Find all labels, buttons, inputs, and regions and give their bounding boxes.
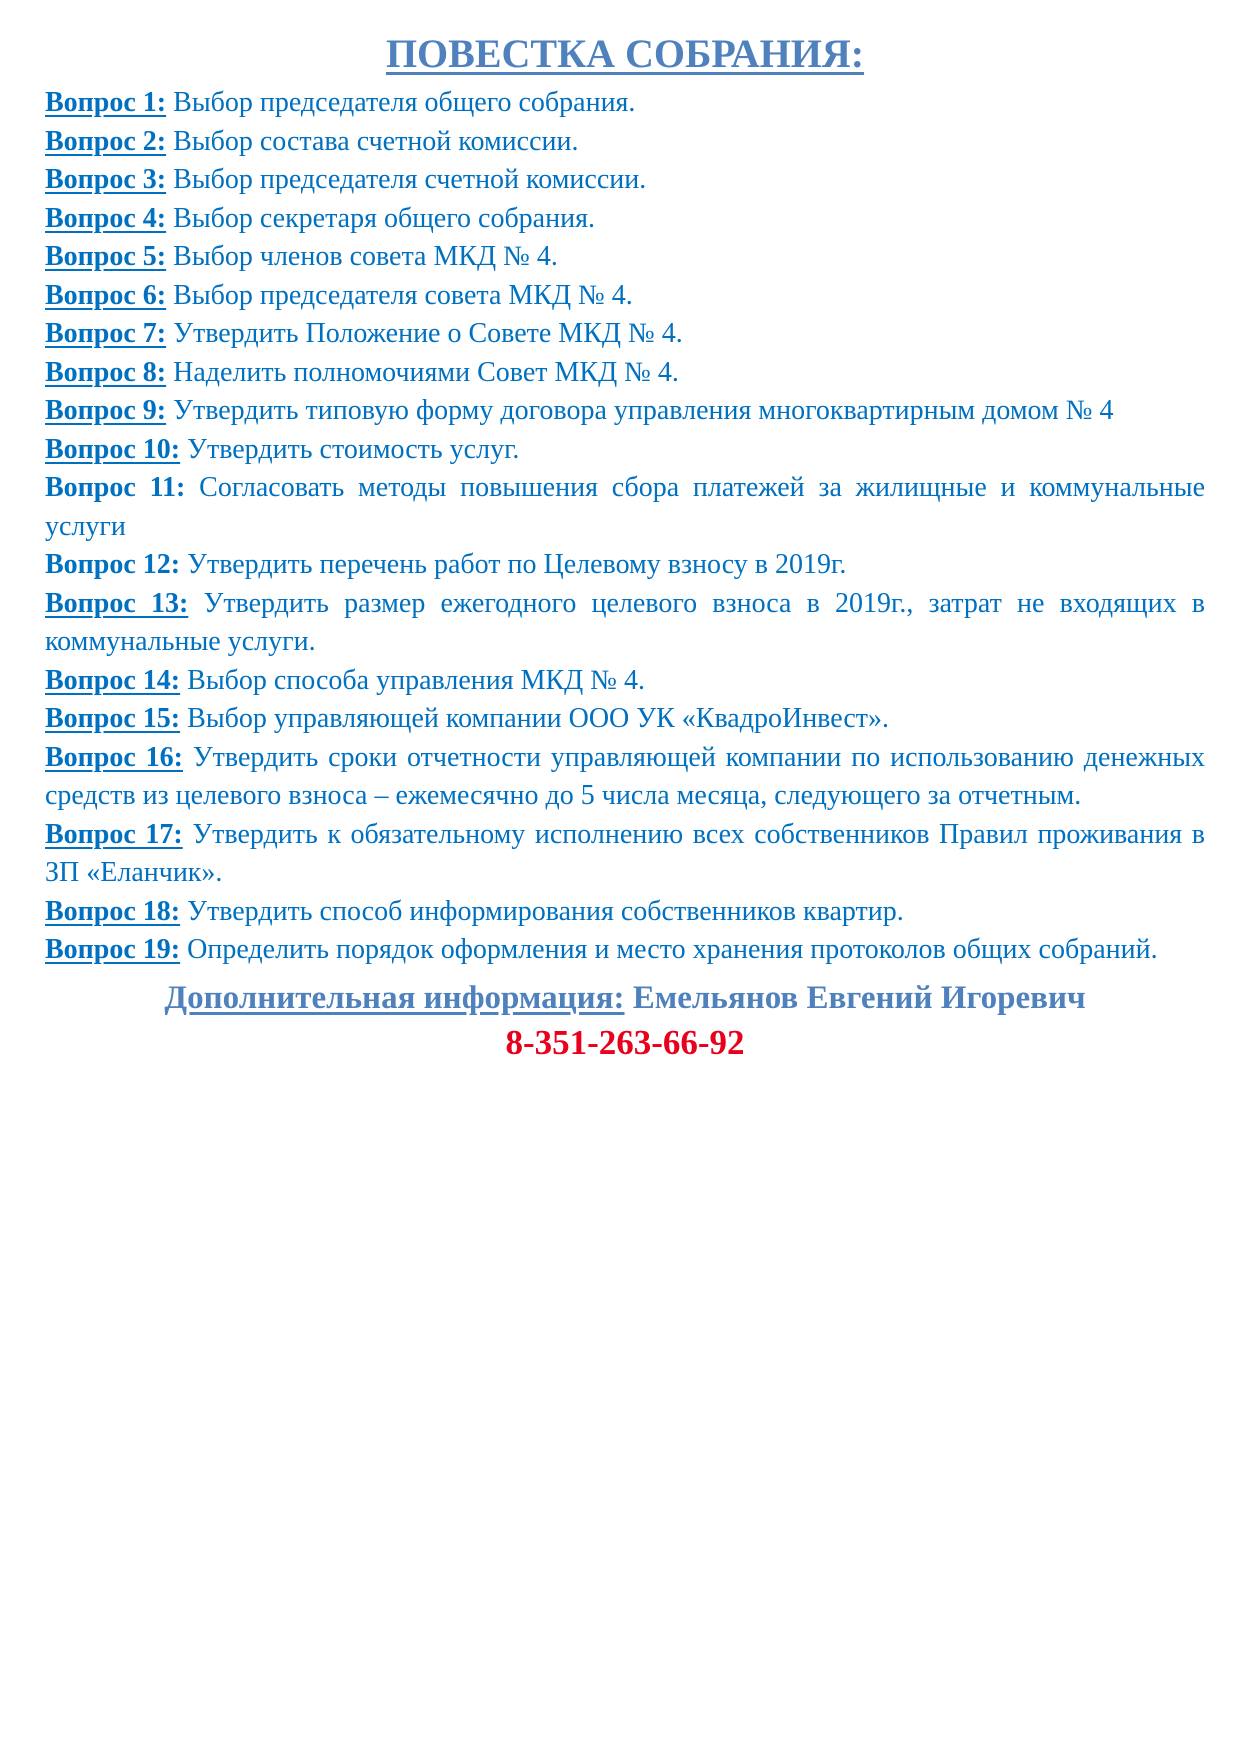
agenda-item-label: Вопрос 4: bbox=[45, 202, 167, 234]
agenda-item-text: Выбор способа управления МКД № 4. bbox=[180, 664, 645, 696]
title-text: ПОВЕСТКА СОБРАНИЯ: bbox=[385, 31, 865, 76]
agenda-item-text: Выбор состава счетной комиссии. bbox=[166, 125, 579, 157]
additional-info bbox=[45, 976, 1205, 1020]
agenda-item bbox=[45, 315, 1205, 354]
agenda-item-label: Вопрос 10: bbox=[45, 433, 181, 465]
agenda-item-label: Вопрос 14: bbox=[45, 664, 181, 696]
agenda-item-label: Вопрос 16: bbox=[45, 741, 183, 773]
agenda-item-label: Вопрос 6: bbox=[45, 279, 167, 311]
agenda-item-text: Наделить полномочиями Совет МКД № 4. bbox=[166, 356, 679, 388]
agenda-item-text: Утвердить способ информирования собственников квартир. bbox=[180, 895, 904, 927]
agenda-item-text: Выбор членов совета МКД № 4. bbox=[166, 241, 558, 272]
agenda-item-text: Выбор секретаря общего собрания. bbox=[166, 202, 595, 234]
agenda-item bbox=[45, 931, 1205, 970]
agenda-item bbox=[45, 893, 1205, 932]
contact-phone: 8-351-263-66-92 bbox=[505, 1022, 745, 1062]
agenda-item bbox=[45, 123, 1205, 162]
agenda-item bbox=[45, 816, 1205, 893]
agenda-item-text: Утвердить перечень работ по Целевому взносу в 2019г. bbox=[180, 549, 847, 580]
agenda-item-text: Утвердить сроки отчетности управляющей компании по использованию денежных средств из целевого взноса – ежемесячно до 5 числа месяца, следующего за отчетным. bbox=[45, 741, 1206, 811]
agenda-item-text: Утвердить к обязательному исполнению всех собственников Правил проживания в ЗП «Еланчик». bbox=[45, 818, 1205, 888]
agenda-item bbox=[45, 700, 1205, 739]
agenda-item-label: Вопрос 18: bbox=[45, 895, 181, 927]
agenda-item bbox=[45, 431, 1205, 470]
agenda-item-text: Выбор председателя совета МКД № 4. bbox=[166, 279, 633, 311]
agenda-item bbox=[45, 662, 1205, 701]
agenda-item-label: Вопрос 9: bbox=[45, 395, 167, 426]
agenda-item-text: Определить порядок оформления и место хранения протоколов общих собраний. bbox=[180, 934, 1158, 965]
agenda-item-text: Утвердить Положение о Совете МКД № 4. bbox=[166, 318, 683, 349]
agenda-item-text: Утвердить размер ежегодного целевого взноса в 2019г., затрат не входящих в коммунальные услуги. bbox=[45, 587, 1205, 657]
page-title bbox=[45, 28, 1205, 80]
agenda-item bbox=[45, 161, 1205, 200]
agenda-item bbox=[45, 238, 1205, 277]
agenda-list bbox=[45, 84, 1205, 970]
agenda-item-text: Согласовать методы повышения сбора платежей за жилищные и коммунальные услуги bbox=[45, 472, 1205, 542]
agenda-item-text: Выбор председателя общего собрания. bbox=[166, 87, 636, 118]
agenda-item-label: Вопрос 19: bbox=[45, 934, 181, 965]
agenda-item-text: Утвердить стоимость услуг. bbox=[180, 433, 520, 465]
agenda-item bbox=[45, 354, 1205, 393]
agenda-item-label: Вопрос 17: bbox=[45, 818, 183, 850]
agenda-item-label: Вопрос 5: bbox=[45, 241, 167, 272]
contact-name: Емельянов Евгений Игоревич bbox=[624, 979, 1086, 1016]
agenda-item bbox=[45, 200, 1205, 239]
agenda-item bbox=[45, 277, 1205, 316]
agenda-item-label: Вопрос 15: bbox=[45, 703, 181, 734]
agenda-item-label: Вопрос 11: bbox=[45, 472, 186, 503]
agenda-item-label: Вопрос 8: bbox=[45, 356, 167, 388]
agenda-item-label: Вопрос 1: bbox=[45, 87, 167, 118]
agenda-item bbox=[45, 739, 1205, 816]
agenda-item-label: Вопрос 12: bbox=[45, 549, 181, 580]
agenda-item-text: Утвердить типовую форму договора управления многоквартирным домом № 4 bbox=[166, 395, 1114, 426]
agenda-item-label: Вопрос 13: bbox=[45, 587, 189, 619]
agenda-item bbox=[45, 546, 1205, 585]
agenda-item-text: Выбор управляющей компании ООО УК «КвадроИнвест». bbox=[180, 703, 890, 734]
agenda-item bbox=[45, 84, 1205, 123]
agenda-item bbox=[45, 469, 1205, 546]
agenda-item-text: Выбор председателя счетной комиссии. bbox=[166, 164, 647, 195]
agenda-item bbox=[45, 392, 1205, 431]
agenda-item-label: Вопрос 7: bbox=[45, 318, 167, 349]
agenda-item bbox=[45, 585, 1205, 662]
agenda-item-label: Вопрос 2: bbox=[45, 125, 167, 157]
agenda-item-label: Вопрос 3: bbox=[45, 164, 167, 195]
document-page bbox=[45, 28, 1205, 1066]
info-label: Дополнительная информация: bbox=[164, 979, 625, 1016]
